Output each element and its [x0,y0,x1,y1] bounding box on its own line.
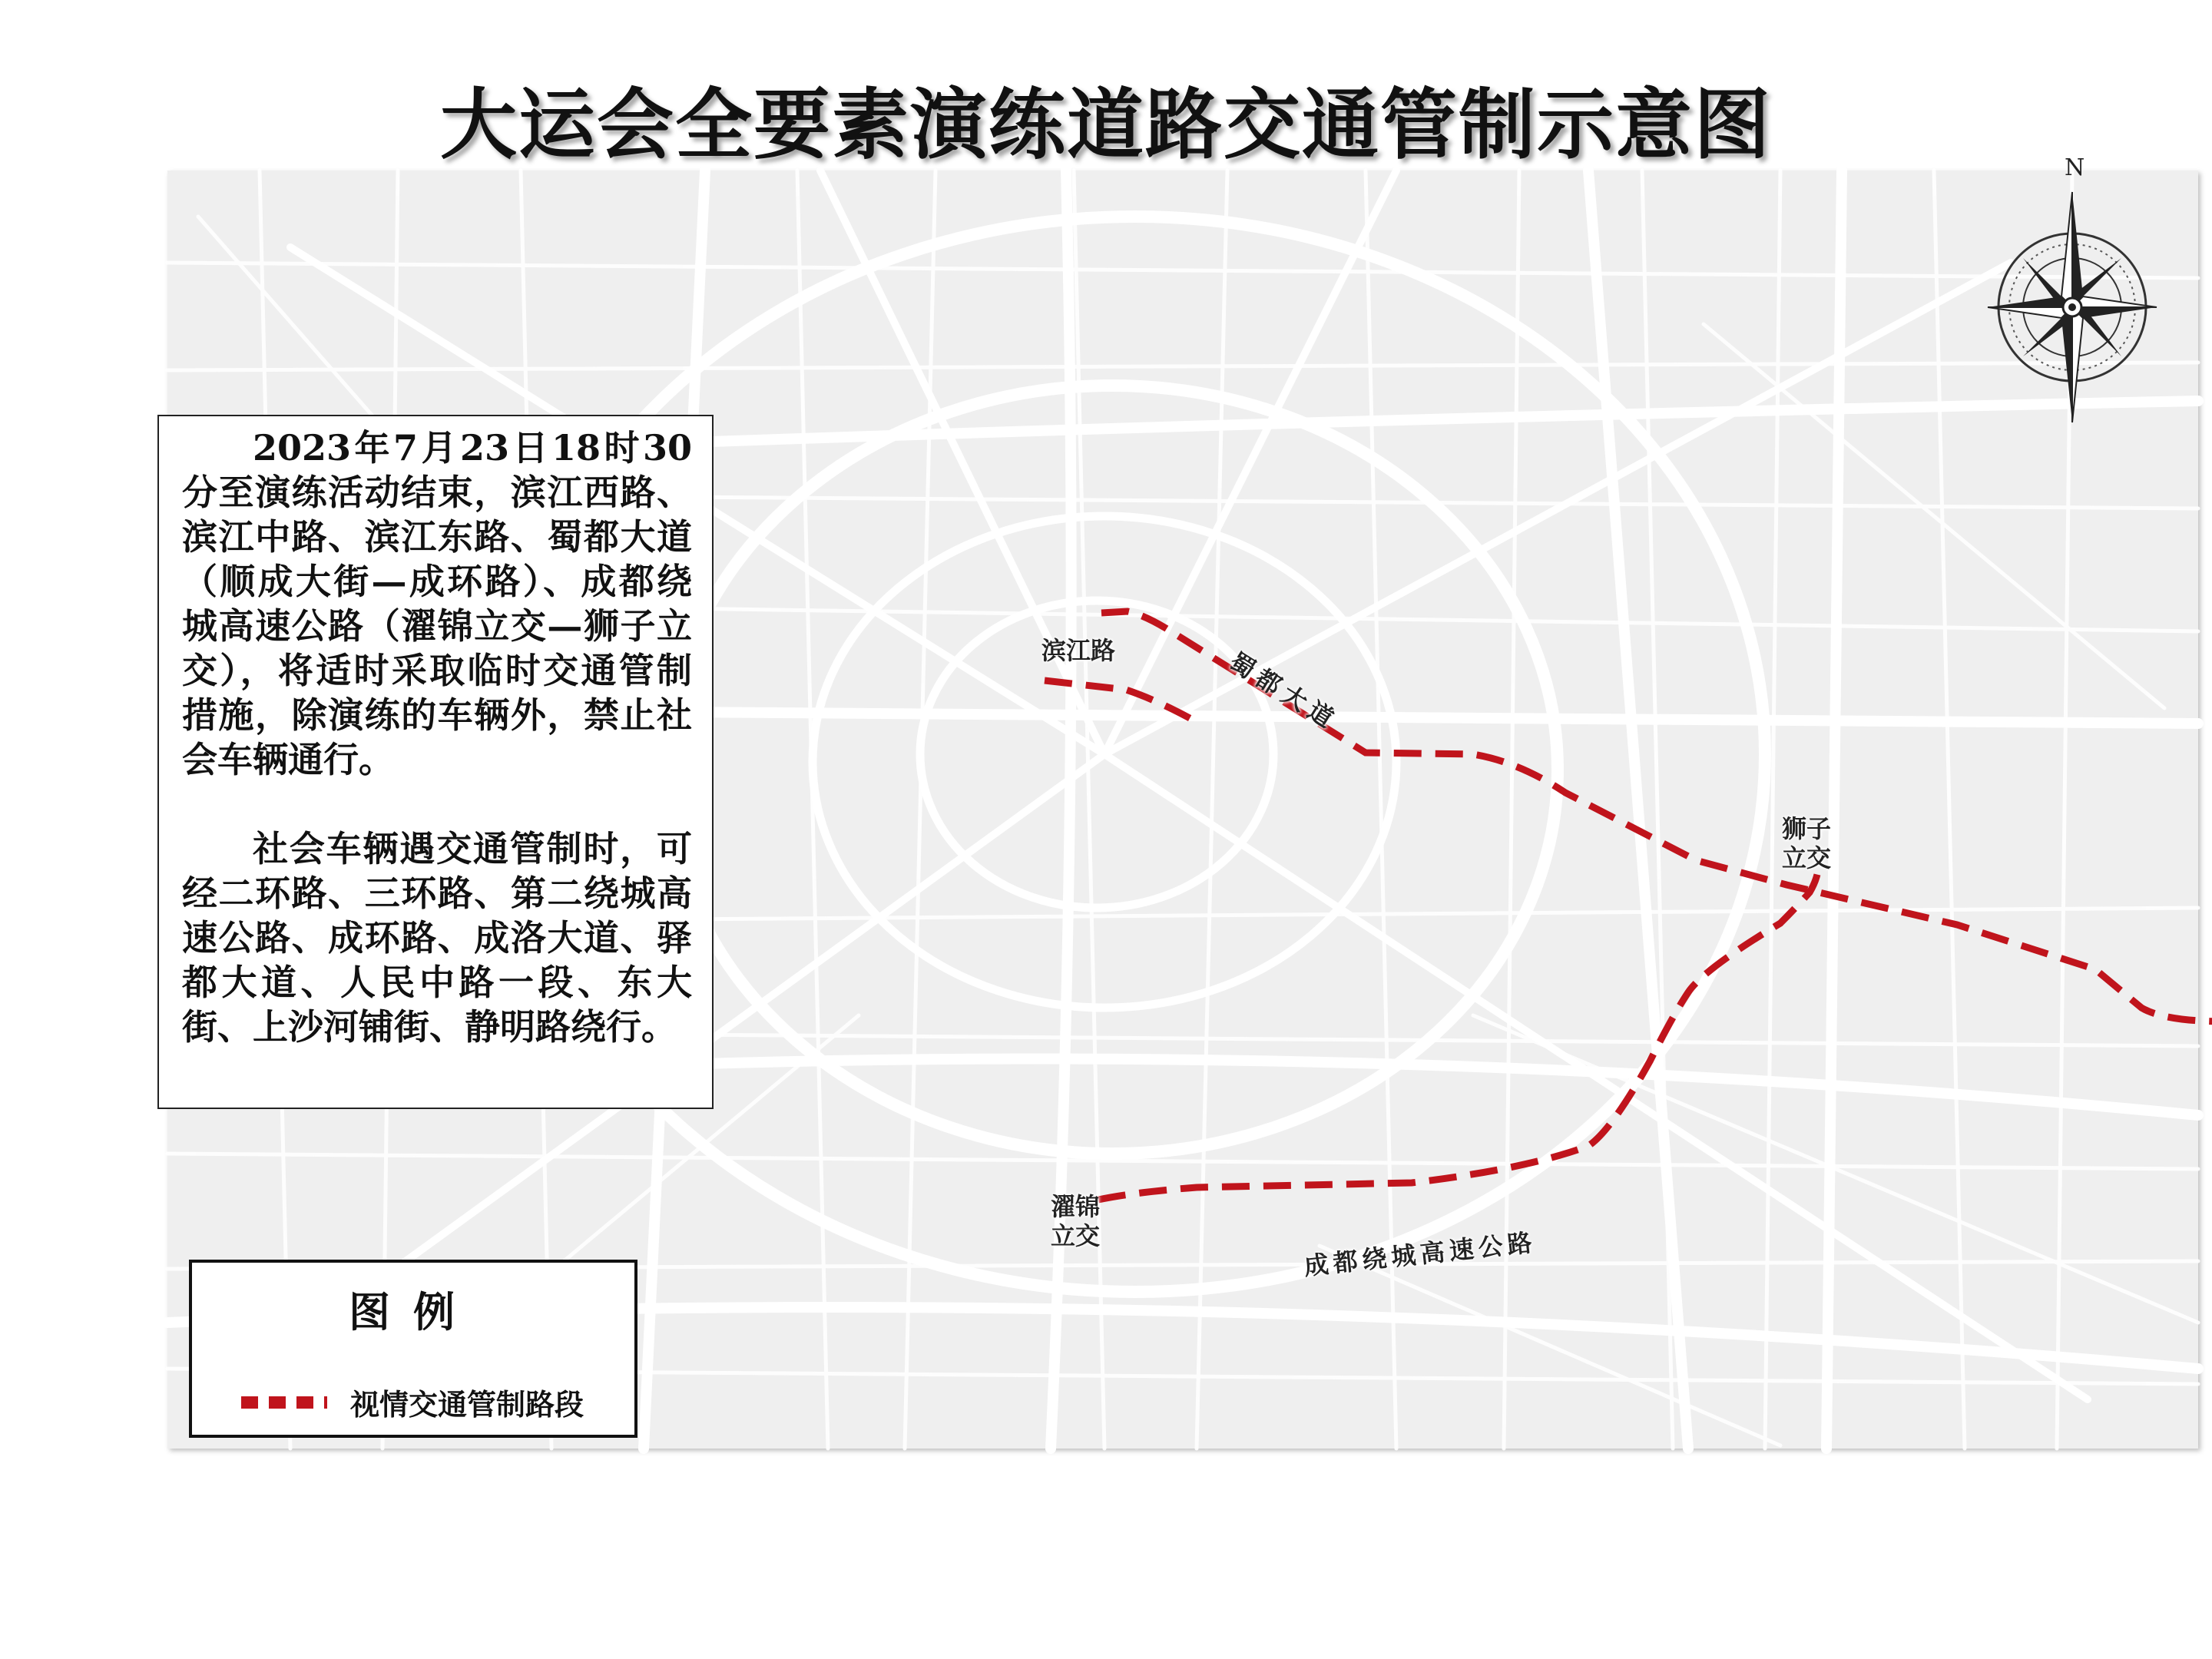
notice-paragraph-1: 2023年7月23日18时30分至演练活动结束，滨江西路、滨江中路、滨江东路、蜀都大道（顺成大街—成环路）、成都绕城高速公路（濯锦立交—狮子立交），将适时采取临时交通管制措施，除演练的车辆外，禁止社会车辆通行。 [182,427,692,780]
legend-dashed-line-icon [241,1393,327,1412]
notice-paragraph-2: 社会车辆遇交通管制时，可经二环路、三环路、第二绕城高速公路、成环路、成洛大道、驿都大道、人民中路一段、东大街、上沙河铺街、静明路绕行。 [182,828,692,1048]
notice-box [157,415,714,1109]
label-ring-highway: 成都绕城高速公路 [1303,1227,1538,1281]
compass-north-label: N [2065,154,2085,181]
label-shizi-interchange-1: 狮子 [1782,814,1832,843]
compass-icon [1988,154,2157,422]
label-binjiang-road: 滨江路 [1041,636,1116,665]
label-shudu-avenue: 蜀都大道 [1224,647,1344,737]
label-zhuojin-interchange-2: 立交 [1051,1221,1101,1250]
label-zhuojin-interchange-1: 濯锦 [1051,1192,1101,1221]
page-title: 大运会全要素演练道路交通管制示意图 [440,79,1772,170]
legend-item-label: 视情交通管制路段 [350,1388,584,1422]
label-shizi-interchange-2: 立交 [1782,843,1832,873]
legend-title: 图例 [349,1288,478,1336]
legend-box [189,1260,637,1438]
